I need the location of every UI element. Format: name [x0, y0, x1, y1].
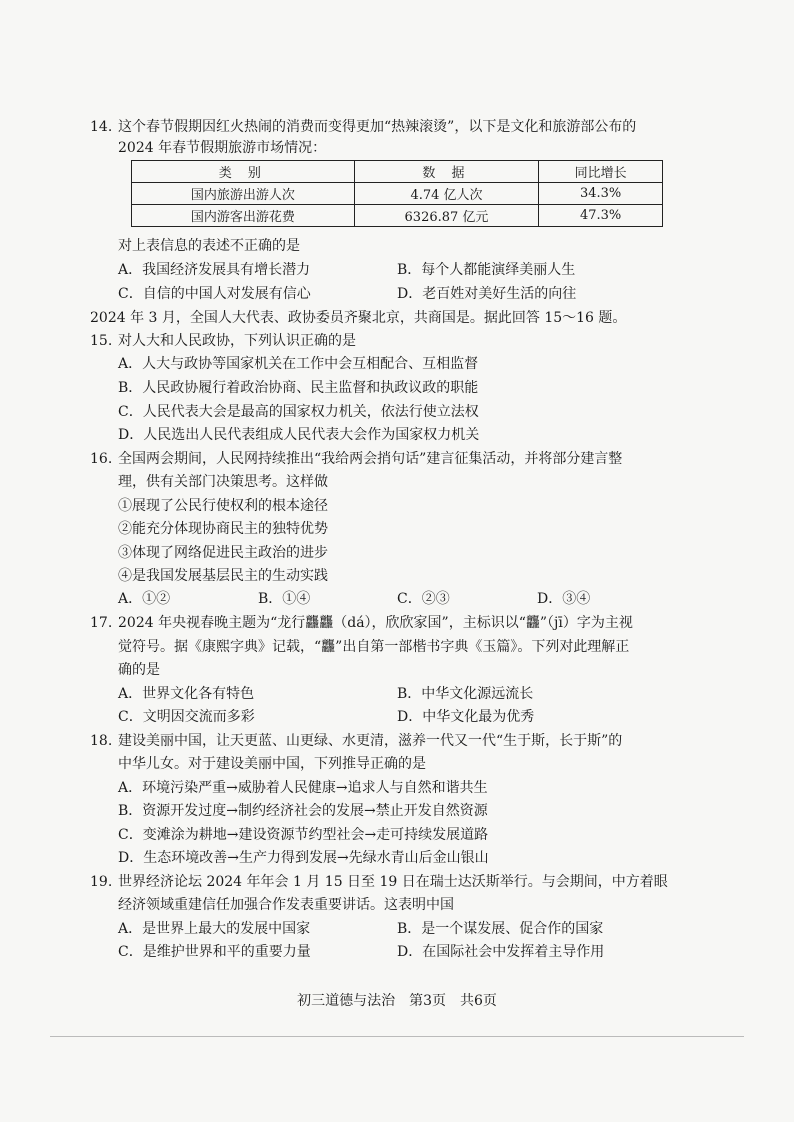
q18-stem-line1: 建设美丽中国，让天更蓝、山更绿、水更清，滋养一代又一代“生于斯，长于斯”的: [118, 733, 623, 749]
table-cell: 国内旅游出游人次: [132, 183, 355, 205]
q19-stem-line2: 经济领域重建信任加强合作发表重要讲话。这表明中国: [118, 897, 454, 913]
q17-number: 17.: [90, 615, 113, 631]
q19-stem: [90, 872, 668, 892]
q16-item-4: ④是我国发展基层民主的生动实践: [118, 568, 328, 584]
q16-option-d[interactable]: D．③④: [537, 591, 591, 607]
q16-stem-line2: 理，供有关部门决策思考。这样做: [118, 474, 328, 490]
q14-option-a[interactable]: A．我国经济发展具有增长潜力: [118, 262, 311, 278]
q14-option-b[interactable]: B．每个人都能演绎美丽人生: [397, 262, 576, 278]
q14-option-d[interactable]: D．老百姓对美好生活的向往: [397, 286, 577, 302]
q15-stem: [90, 331, 356, 351]
table-cell: 6326.87 亿元: [354, 205, 538, 227]
q16-option-a[interactable]: A．①②: [118, 591, 171, 607]
q17-option-c[interactable]: C．文明因交流而多彩: [118, 709, 255, 725]
q19-option-d[interactable]: D．在国际社会中发挥着主导作用: [397, 944, 605, 960]
q17-stem-line3: 确的是: [118, 662, 160, 678]
q16-item-2: ②能充分体现协商民主的独特优势: [118, 521, 328, 537]
q14-stem-line1: 这个春节假期因红火热闹的消费而变得更加“热辣滚烫”，以下是文化和旅游部公布的: [118, 119, 637, 135]
q15-stem-text: 对人大和人民政协，下列认识正确的是: [118, 333, 356, 349]
q16-stem: [90, 449, 622, 469]
q17-option-d[interactable]: D．中华文化最为优秀: [397, 709, 535, 725]
q14-number: 14.: [90, 119, 113, 135]
q15-option-b[interactable]: B．人民政协履行着政治协商、民主监督和执政议政的职能: [118, 380, 479, 396]
q16-number: 16.: [90, 451, 113, 467]
q17-stem: [90, 613, 633, 633]
q18-number: 18.: [90, 733, 113, 749]
q16-item-3: ③体现了网络促进民主政治的进步: [118, 545, 328, 561]
q18-option-b[interactable]: B．资源开发过度→制约经济社会的发展→禁止开发自然资源: [118, 803, 488, 819]
q19-stem-line1: 世界经济论坛 2024 年年会 1 月 15 日至 19 日在瑞士达沃斯举行。与会期间，中方着眼: [118, 874, 668, 890]
q16-option-b[interactable]: B．①④: [258, 591, 311, 607]
table-header: 数 据: [354, 161, 538, 183]
q14-option-c[interactable]: C．自信的中国人对发展有信心: [118, 286, 311, 302]
q18-stem-line2: 中华儿女。对于建设美丽中国，下列推导正确的是: [118, 756, 426, 772]
q19-option-a[interactable]: A．是世界上最大的发展中国家: [118, 921, 311, 937]
q17-stem-line1: 2024 年央视春晚主题为“龙行龘龘（dá），欣欣家国”，主标识以“龘”（jī）字为主视: [118, 615, 633, 631]
tourism-stats-table: [131, 160, 663, 227]
q15-option-a[interactable]: A．人大与政协等国家机关在工作中会互相配合、互相监督: [118, 356, 479, 372]
q17-stem-line2: 觉符号。据《康熙字典》记载，“龘”出自第一部楷书字典《玉篇》。下列对此理解正: [118, 639, 630, 655]
q18-stem: [90, 731, 622, 751]
q17-option-b[interactable]: B．中华文化源远流长: [397, 686, 534, 702]
q16-option-c[interactable]: C．②③: [397, 591, 450, 607]
intro-15-16: 2024 年 3 月，全国人大代表、政协委员齐聚北京，共商国是。据此回答 15～16 题。: [90, 310, 627, 326]
q15-option-c[interactable]: C．人民代表大会是最高的国家权力机关，依法行使立法权: [118, 404, 479, 420]
table-cell: 国内游客出游花费: [132, 205, 355, 227]
q16-item-1: ①展现了公民行使权利的根本途径: [118, 498, 328, 514]
bottom-divider: [50, 1036, 744, 1037]
q16-stem-line1: 全国两会期间，人民网持续推出“我给两会捎句话”建言征集活动，并将部分建言整: [118, 451, 623, 467]
table-row: [132, 205, 663, 227]
table-header: 同比增长: [539, 161, 663, 183]
table-cell: 47.3%: [539, 205, 663, 227]
table-cell: 4.74 亿人次: [354, 183, 538, 205]
q14-question: 对上表信息的表述不正确的是: [118, 238, 300, 254]
table-cell: 34.3%: [539, 183, 663, 205]
q19-option-c[interactable]: C．是维护世界和平的重要力量: [118, 944, 311, 960]
q15-number: 15.: [90, 333, 113, 349]
q19-number: 19.: [90, 874, 113, 890]
q17-option-a[interactable]: A．世界文化各有特色: [118, 686, 255, 702]
q15-option-d[interactable]: D．人民选出人民代表组成人民代表大会作为国家权力机关: [118, 427, 480, 443]
q18-option-c[interactable]: C．变滩涂为耕地→建设资源节约型社会→走可持续发展道路: [118, 827, 489, 843]
table-row: [132, 183, 663, 205]
table-header: 类 别: [132, 161, 355, 183]
table-header-row: [132, 161, 663, 183]
q14-stem: [90, 117, 636, 137]
q19-option-b[interactable]: B．是一个谋发展、促合作的国家: [397, 921, 604, 937]
page-footer: 初三道德与法治 第3页 共6页: [297, 993, 497, 1009]
q14-stem-line2: 2024 年春节假期旅游市场情况：: [118, 140, 327, 156]
q18-option-d[interactable]: D．生态环境改善→生产力得到发展→先绿水青山后金山银山: [118, 850, 489, 866]
q18-option-a[interactable]: A．环境污染严重→威胁着人民健康→追求人与自然和谐共生: [118, 780, 488, 796]
